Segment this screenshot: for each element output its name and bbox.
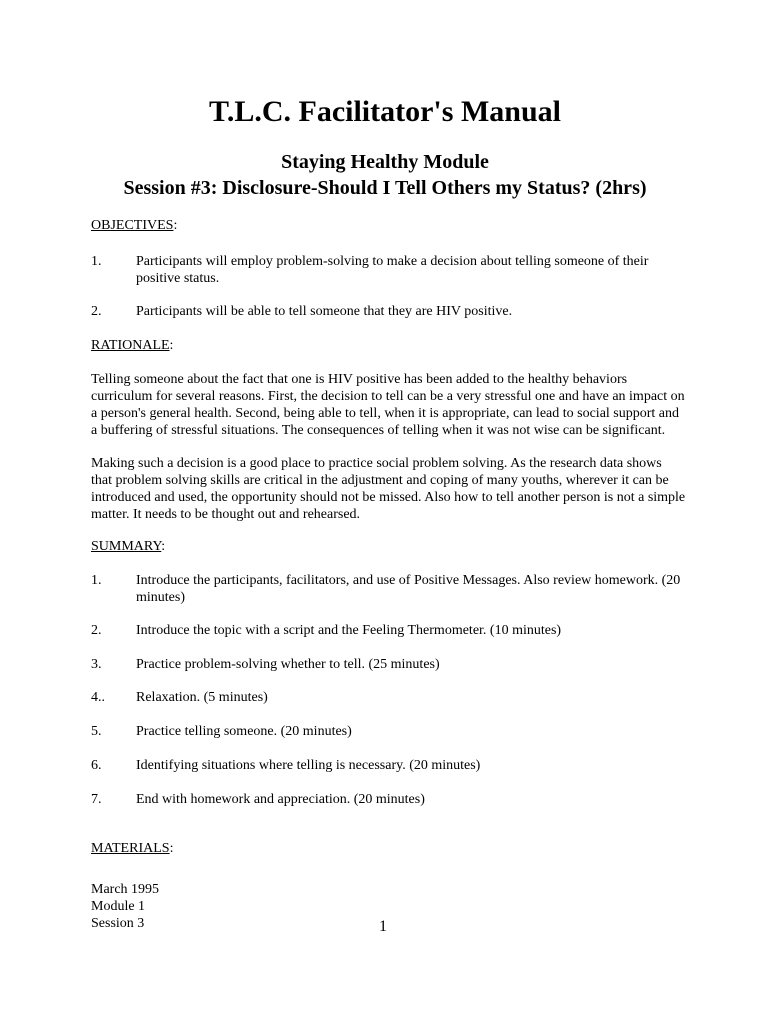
summary-item-text: End with homework and appreciation. (20 minutes)	[136, 792, 425, 807]
summary-item-text: Practice problem-solving whether to tell. (25 minutes)	[136, 657, 440, 672]
rationale-heading-text: RATIONALE	[91, 338, 170, 353]
footer-module: Module 1	[91, 899, 146, 914]
objective-item-text: Participants will be able to tell someone that they are HIV positive.	[136, 304, 513, 319]
objective-item-text: Participants will employ problem-solving to make a decision about telling someone of their positive status.	[136, 254, 649, 286]
session-subtitle: Session #3: Disclosure-Should I Tell Others my Status? (2hrs)	[123, 177, 647, 199]
summary-item-number: 7.	[91, 792, 102, 807]
summary-item-number: 1.	[91, 573, 102, 588]
summary-item-text: Introduce the topic with a script and the Feeling Thermometer. (10 minutes)	[136, 623, 562, 638]
summary-item-text: Identifying situations where telling is necessary. (20 minutes)	[136, 758, 481, 773]
objectives-heading-colon: :	[173, 218, 178, 233]
summary-item-text: Introduce the participants, facilitators, and use of Positive Messages. Also review homework. (20 minutes)	[136, 573, 681, 605]
materials-heading	[91, 840, 173, 857]
objective-item-number: 1.	[91, 254, 102, 269]
objectives-heading-text: OBJECTIVES	[91, 218, 174, 233]
rationale-heading-colon: :	[169, 338, 174, 353]
summary-item-text: Practice telling someone. (20 minutes)	[136, 724, 352, 739]
footer-session: Session 3	[91, 916, 145, 931]
objective-item-number: 2.	[91, 304, 102, 319]
summary-item-number: 6.	[91, 758, 102, 773]
summary-item-number: 2.	[91, 623, 102, 638]
summary-heading-text: SUMMARY	[91, 539, 162, 554]
summary-heading-colon: :	[161, 539, 166, 554]
materials-heading-colon: :	[169, 841, 174, 856]
rationale-heading	[91, 337, 173, 354]
document-title: T.L.C. Facilitator's Manual	[209, 95, 561, 128]
summary-item-number: 5.	[91, 724, 102, 739]
rationale-paragraph: Making such a decision is a good place to practice social problem solving. As the research data shows that problem solving skills are critical in the adjustment and coping of many youths, wherever it can be introduced and used, the opportunity should not be missed. Also how to tell another person is not a simple matter. It needs to be thought out and rehearsed.	[91, 456, 686, 522]
summary-item-text: Relaxation. (5 minutes)	[136, 690, 268, 705]
objectives-heading	[91, 217, 177, 234]
module-subtitle: Staying Healthy Module	[281, 151, 489, 173]
summary-heading	[91, 538, 165, 555]
page-number: 1	[379, 918, 387, 935]
footer-date: March 1995	[91, 882, 160, 897]
rationale-paragraph: Telling someone about the fact that one is HIV positive has been added to the healthy behaviors curriculum for several reasons. First, the decision to tell can be a very stressful one and have an impact on a person's general health. Second, being able to tell, when it is appropriate, can lead to social support and a buffering of stressful situations. The consequences of telling when it was not wise can be significant.	[91, 372, 685, 438]
summary-item-number: 3.	[91, 657, 102, 672]
materials-heading-text: MATERIALS	[91, 841, 170, 856]
summary-item-number: 4..	[91, 690, 105, 705]
